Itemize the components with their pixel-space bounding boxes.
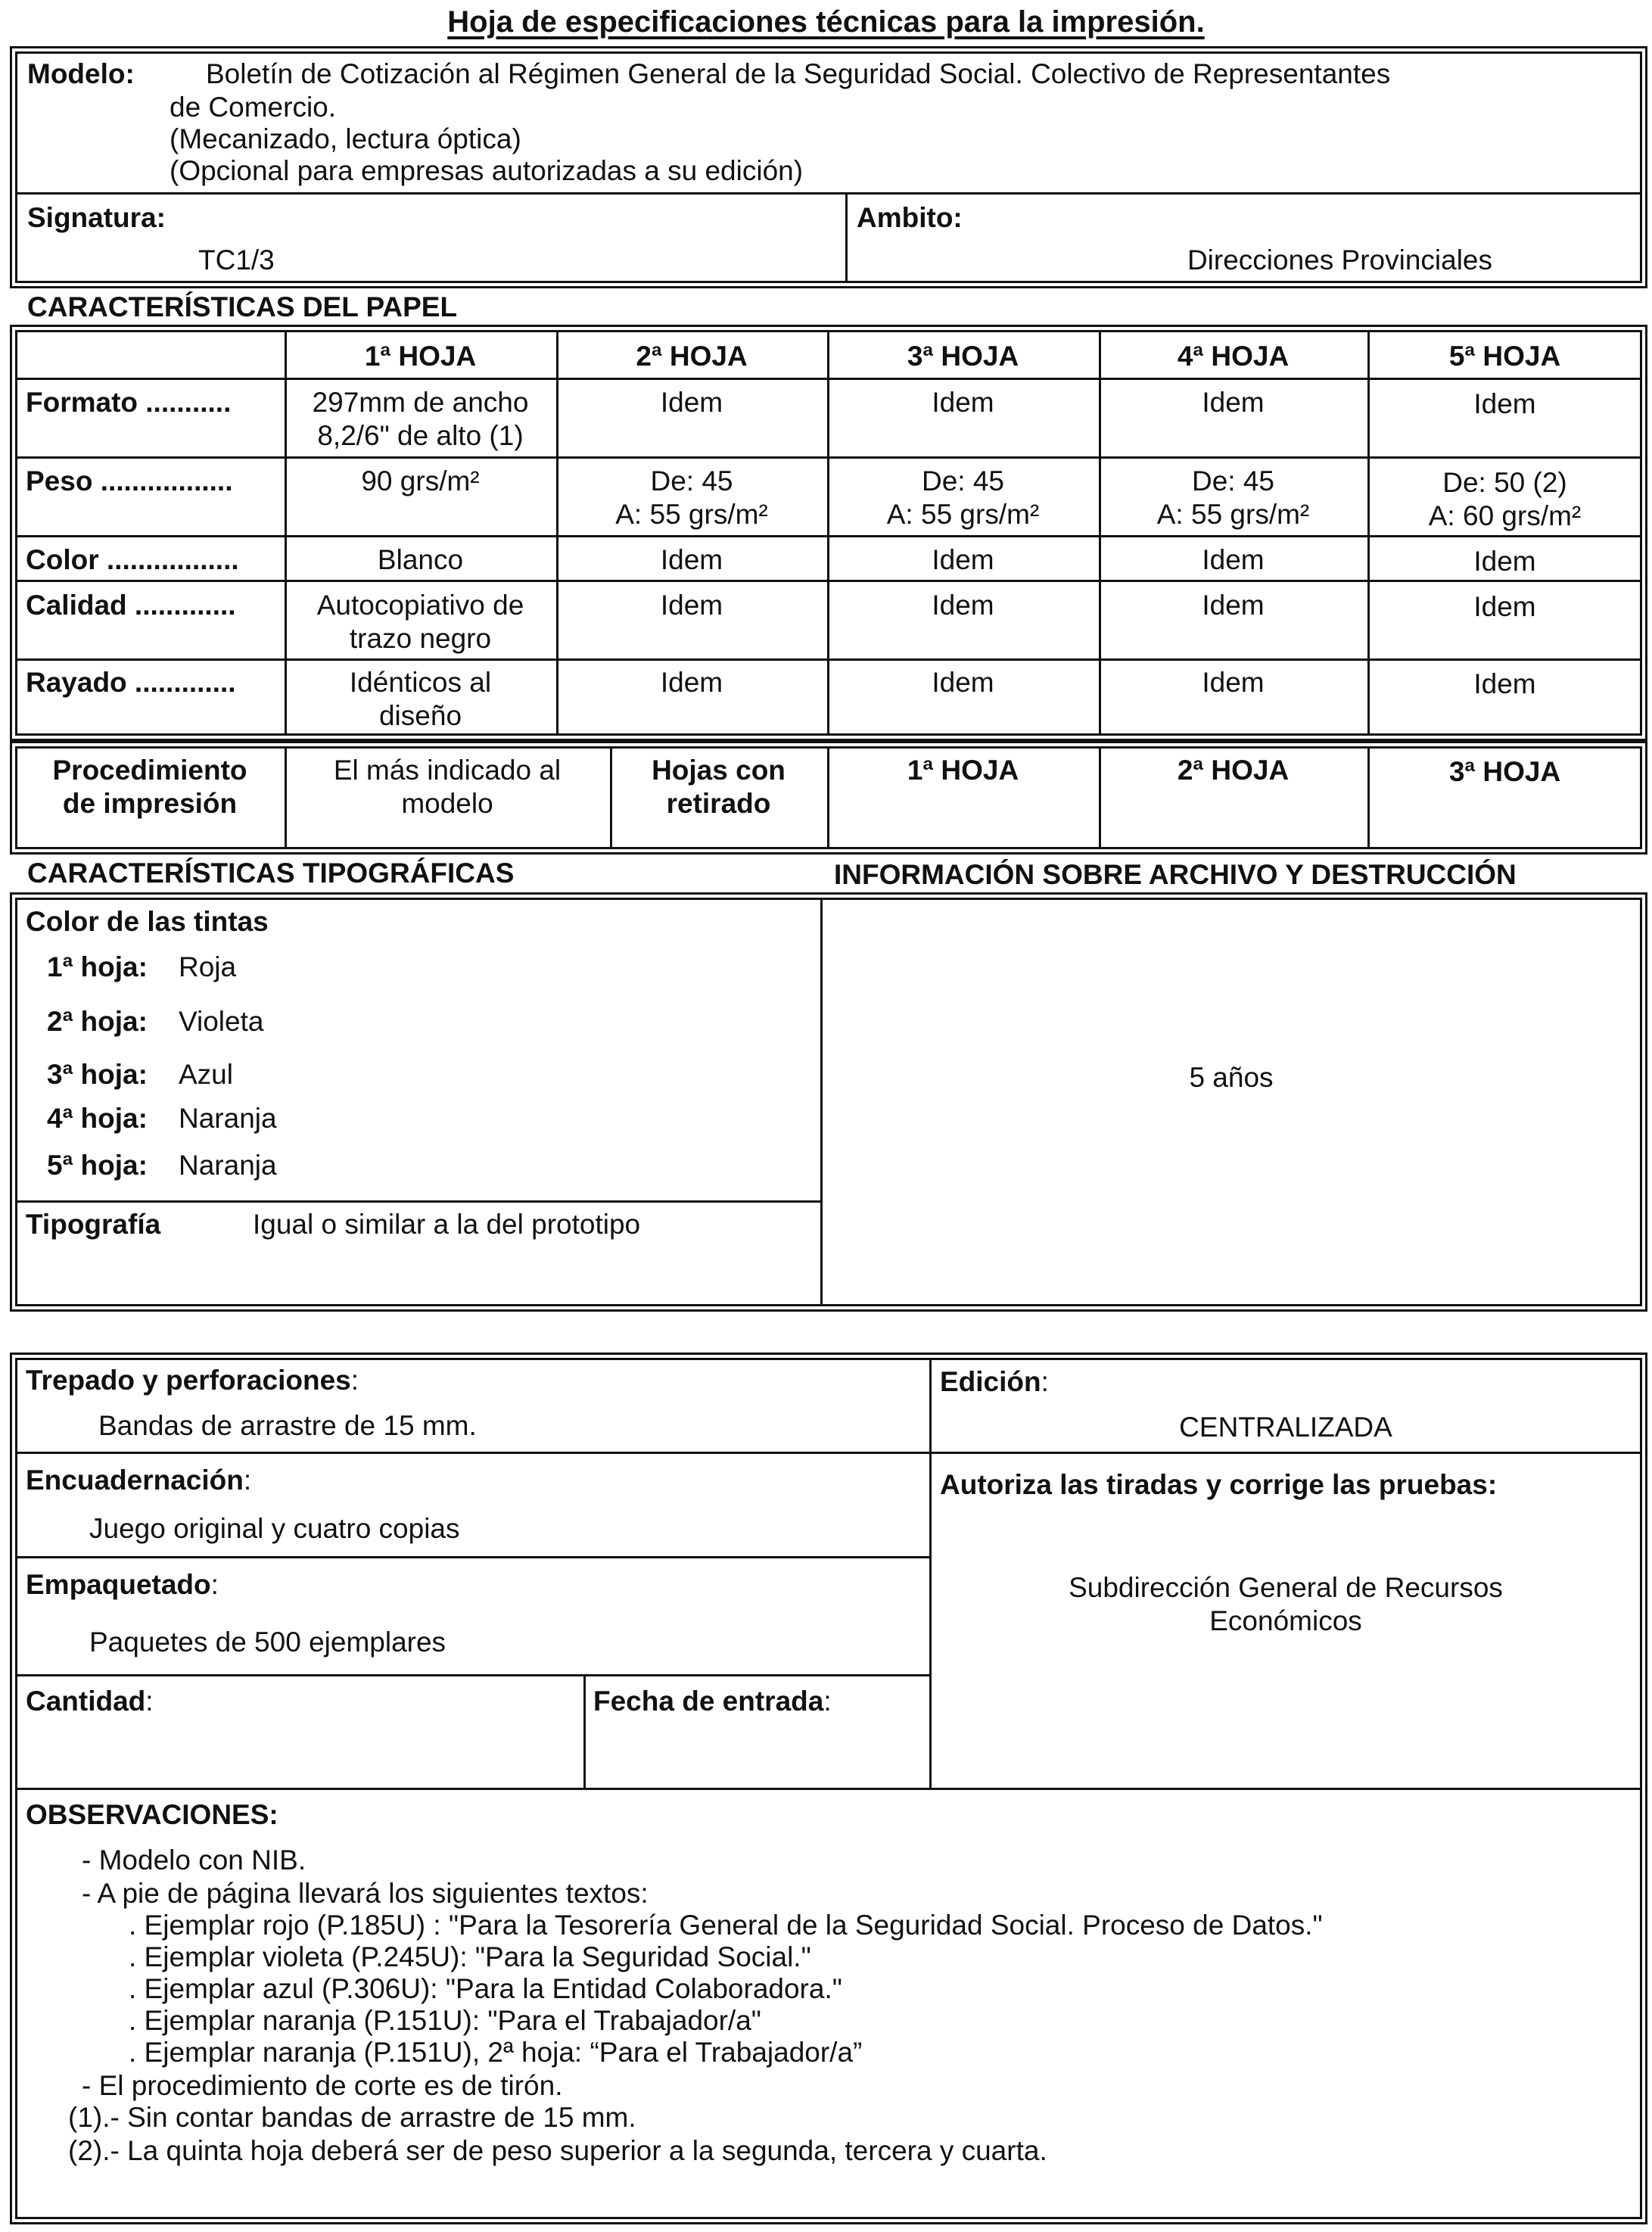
peso-5a-line2: A: 60 grs/m² bbox=[1428, 500, 1582, 531]
color-5a: Idem bbox=[1473, 546, 1536, 577]
tinta-hoja-4: 4ª hoja: bbox=[47, 1103, 148, 1134]
tinta-color-5: Naranja bbox=[179, 1150, 277, 1181]
autoriza-value-line2: Económicos bbox=[1209, 1605, 1362, 1636]
formato-4a: Idem bbox=[1202, 387, 1265, 418]
calidad-1a-line2: trazo negro bbox=[349, 622, 492, 654]
calidad-1a bbox=[285, 589, 556, 655]
encuadernacion-value: Juego original y cuatro copias bbox=[89, 1513, 460, 1544]
empaquetado-value: Paquetes de 500 ejemplares bbox=[89, 1627, 446, 1658]
calidad-1a-line1: Autocopiativo de bbox=[316, 590, 524, 621]
modelo-line-2: de Comercio. bbox=[170, 92, 337, 123]
procedimiento-value-line1: El más indicado al bbox=[333, 755, 562, 786]
empaquetado-label-colon: : bbox=[210, 1569, 219, 1600]
fecha-label-colon: : bbox=[823, 1686, 832, 1717]
peso-4a-line2: A: 55 grs/m² bbox=[1156, 498, 1310, 530]
peso-2a-line1: De: 45 bbox=[650, 465, 733, 497]
col-header-1: 1ª HOJA bbox=[364, 341, 477, 372]
tipograficas-heading: CARACTERÍSTICAS TIPOGRÁFICAS bbox=[27, 858, 515, 889]
calidad-2a: Idem bbox=[660, 590, 723, 621]
trepado-label-text: Trepado y perforaciones bbox=[26, 1365, 351, 1396]
tipografia-label: Tipografía bbox=[26, 1209, 161, 1240]
procedimiento-label-line2: de impresión bbox=[62, 787, 238, 819]
rayado-4a: Idem bbox=[1202, 667, 1265, 698]
color-2a: Idem bbox=[660, 544, 723, 575]
rayado-1a-line2: diseño bbox=[378, 699, 462, 731]
tinta-color-4: Naranja bbox=[179, 1103, 277, 1134]
modelo-line-1: Boletín de Cotización al Régimen General de la Seguridad Social. Colectivo de Representantes bbox=[206, 58, 1391, 89]
rayado-3a: Idem bbox=[932, 667, 994, 698]
fecha-label-text: Fecha de entrada bbox=[593, 1686, 824, 1717]
cantidad-label-text: Cantidad bbox=[26, 1686, 146, 1717]
procedimiento-label bbox=[15, 754, 285, 820]
edicion-value: CENTRALIZADA bbox=[1179, 1412, 1392, 1443]
hojas-retirado-line1: Hojas con bbox=[652, 755, 786, 786]
rayado-2a: Idem bbox=[660, 667, 723, 698]
obs-line-6: . Ejemplar naranja (P.151U): "Para el Trabajador/a" bbox=[129, 2005, 761, 2036]
formato-5a: Idem bbox=[1473, 388, 1536, 419]
tinta-hoja-2: 2ª hoja: bbox=[47, 1006, 148, 1037]
modelo-label: Modelo: bbox=[27, 58, 135, 89]
row-label-rayado: Rayado ............. bbox=[26, 667, 236, 698]
peso-5a bbox=[1367, 466, 1642, 532]
modelo-line-3: (Mecanizado, lectura óptica) bbox=[170, 123, 521, 154]
peso-3a bbox=[827, 465, 1099, 531]
hojas-retirado-line2: retirado bbox=[666, 787, 771, 819]
tinta-hoja-1: 1ª hoja: bbox=[47, 951, 148, 982]
edicion-label bbox=[940, 1365, 1049, 1399]
calidad-3a: Idem bbox=[932, 590, 994, 621]
formato-2a: Idem bbox=[660, 387, 723, 418]
modelo-line-4: (Opcional para empresas autorizadas a su edición) bbox=[170, 155, 804, 186]
page-title: Hoja de especificaciones técnicas para la impresión. bbox=[447, 5, 1205, 39]
ambito-value: Direcciones Provinciales bbox=[1187, 244, 1492, 275]
obs-line-1: - Modelo con NIB. bbox=[82, 1844, 306, 1876]
ambito-label: Ambito: bbox=[857, 202, 963, 233]
row-label-calidad: Calidad ............. bbox=[26, 590, 236, 621]
obs-line-10: (2).- La quinta hoja deberá ser de peso superior a la segunda, tercera y cuarta. bbox=[68, 2135, 1047, 2166]
cantidad-label bbox=[26, 1685, 154, 1718]
color-4a: Idem bbox=[1202, 544, 1265, 575]
procedimiento-value-line2: modelo bbox=[401, 787, 493, 819]
formato-1a bbox=[285, 386, 556, 452]
procedimiento-value bbox=[285, 754, 610, 820]
autoriza-label: Autoriza las tiradas y corrige las pruebas: bbox=[940, 1469, 1498, 1500]
formato-1a-line1: 297mm de ancho bbox=[312, 387, 529, 418]
color-3a: Idem bbox=[932, 544, 994, 575]
archivo-heading: INFORMACIÓN SOBRE ARCHIVO Y DESTRUCCIÓN bbox=[834, 859, 1517, 890]
hojas-retirado-label bbox=[610, 754, 827, 820]
row-label-formato: Formato ........... bbox=[26, 387, 232, 418]
procedimiento-label-line1: Procedimiento bbox=[52, 755, 247, 786]
col-header-4: 4ª HOJA bbox=[1177, 341, 1290, 372]
tipografia-value: Igual o similar a la del prototipo bbox=[253, 1209, 641, 1240]
trepado-label bbox=[26, 1364, 359, 1397]
observaciones-label: OBSERVACIONES: bbox=[26, 1799, 278, 1830]
formato-1a-line2: 8,2/6" de alto (1) bbox=[317, 419, 524, 451]
obs-line-3: . Ejemplar rojo (P.185U) : "Para la Tesorería General de la Seguridad Social. Proceso de Datos." bbox=[129, 1910, 1323, 1941]
tinta-hoja-5: 5ª hoja: bbox=[47, 1150, 148, 1181]
peso-3a-line1: De: 45 bbox=[921, 465, 1004, 497]
col-header-2: 2ª HOJA bbox=[636, 341, 748, 372]
encuadernacion-label bbox=[26, 1464, 251, 1497]
fecha-label bbox=[593, 1685, 832, 1718]
peso-3a-line2: A: 55 grs/m² bbox=[886, 498, 1040, 530]
rayado-5a: Idem bbox=[1473, 668, 1536, 699]
rayado-1a bbox=[285, 666, 556, 732]
tintas-label: Color de las tintas bbox=[26, 906, 269, 937]
retirado-hoja-3: 3ª HOJA bbox=[1448, 756, 1561, 787]
encuadernacion-label-text: Encuadernación bbox=[26, 1465, 244, 1496]
edicion-label-text: Edición bbox=[940, 1366, 1041, 1397]
autoriza-value bbox=[929, 1571, 1642, 1637]
calidad-4a: Idem bbox=[1202, 590, 1265, 621]
tinta-hoja-3: 3ª hoja: bbox=[47, 1059, 148, 1090]
peso-1a: 90 grs/m² bbox=[361, 465, 480, 497]
formato-3a: Idem bbox=[932, 387, 994, 418]
calidad-5a: Idem bbox=[1473, 591, 1536, 622]
signatura-value: TC1/3 bbox=[198, 244, 275, 275]
obs-line-9: (1).- Sin contar bandas de arrastre de 15 mm. bbox=[68, 2102, 636, 2133]
obs-line-4: . Ejemplar violeta (P.245U): "Para la Seguridad Social." bbox=[129, 1941, 811, 1972]
papel-heading: CARACTERÍSTICAS DEL PAPEL bbox=[27, 291, 458, 322]
retirado-hoja-1: 1ª HOJA bbox=[907, 755, 1019, 786]
row-label-color: Color ................. bbox=[26, 544, 239, 575]
color-1a: Blanco bbox=[377, 544, 464, 575]
tinta-color-1: Roja bbox=[179, 951, 237, 982]
retirado-hoja-2: 2ª HOJA bbox=[1177, 755, 1290, 786]
peso-4a bbox=[1099, 465, 1367, 531]
trepado-label-colon: : bbox=[350, 1365, 359, 1396]
encuadernacion-label-colon: : bbox=[243, 1465, 252, 1496]
peso-4a-line1: De: 45 bbox=[1191, 465, 1274, 497]
edicion-label-colon: : bbox=[1041, 1366, 1049, 1397]
trepado-value: Bandas de arrastre de 15 mm. bbox=[98, 1410, 477, 1441]
obs-line-8: - El procedimiento de corte es de tirón. bbox=[82, 2070, 563, 2101]
obs-line-2: - A pie de página llevará los siguientes textos: bbox=[82, 1878, 649, 1909]
signatura-label: Signatura: bbox=[27, 202, 166, 233]
rayado-1a-line1: Idénticos al bbox=[349, 667, 492, 698]
obs-line-5: . Ejemplar azul (P.306U): "Para la Entidad Colaboradora." bbox=[129, 1973, 842, 2004]
row-label-peso: Peso ................. bbox=[26, 465, 233, 497]
peso-2a-line2: A: 55 grs/m² bbox=[615, 498, 768, 530]
tinta-color-2: Violeta bbox=[179, 1006, 264, 1037]
autoriza-value-line1: Subdirección General de Recursos bbox=[1069, 1572, 1503, 1603]
col-header-5: 5ª HOJA bbox=[1448, 341, 1561, 372]
archivo-value: 5 años bbox=[1189, 1062, 1274, 1093]
tinta-color-3: Azul bbox=[179, 1059, 233, 1090]
peso-5a-line1: De: 50 (2) bbox=[1442, 467, 1567, 498]
cantidad-label-colon: : bbox=[145, 1686, 154, 1717]
empaquetado-label-text: Empaquetado bbox=[26, 1569, 211, 1600]
obs-line-7: . Ejemplar naranja (P.151U), 2ª hoja: “Para el Trabajador/a” bbox=[129, 2037, 863, 2068]
peso-2a bbox=[556, 465, 827, 531]
col-header-3: 3ª HOJA bbox=[907, 341, 1019, 372]
empaquetado-label bbox=[26, 1568, 219, 1602]
